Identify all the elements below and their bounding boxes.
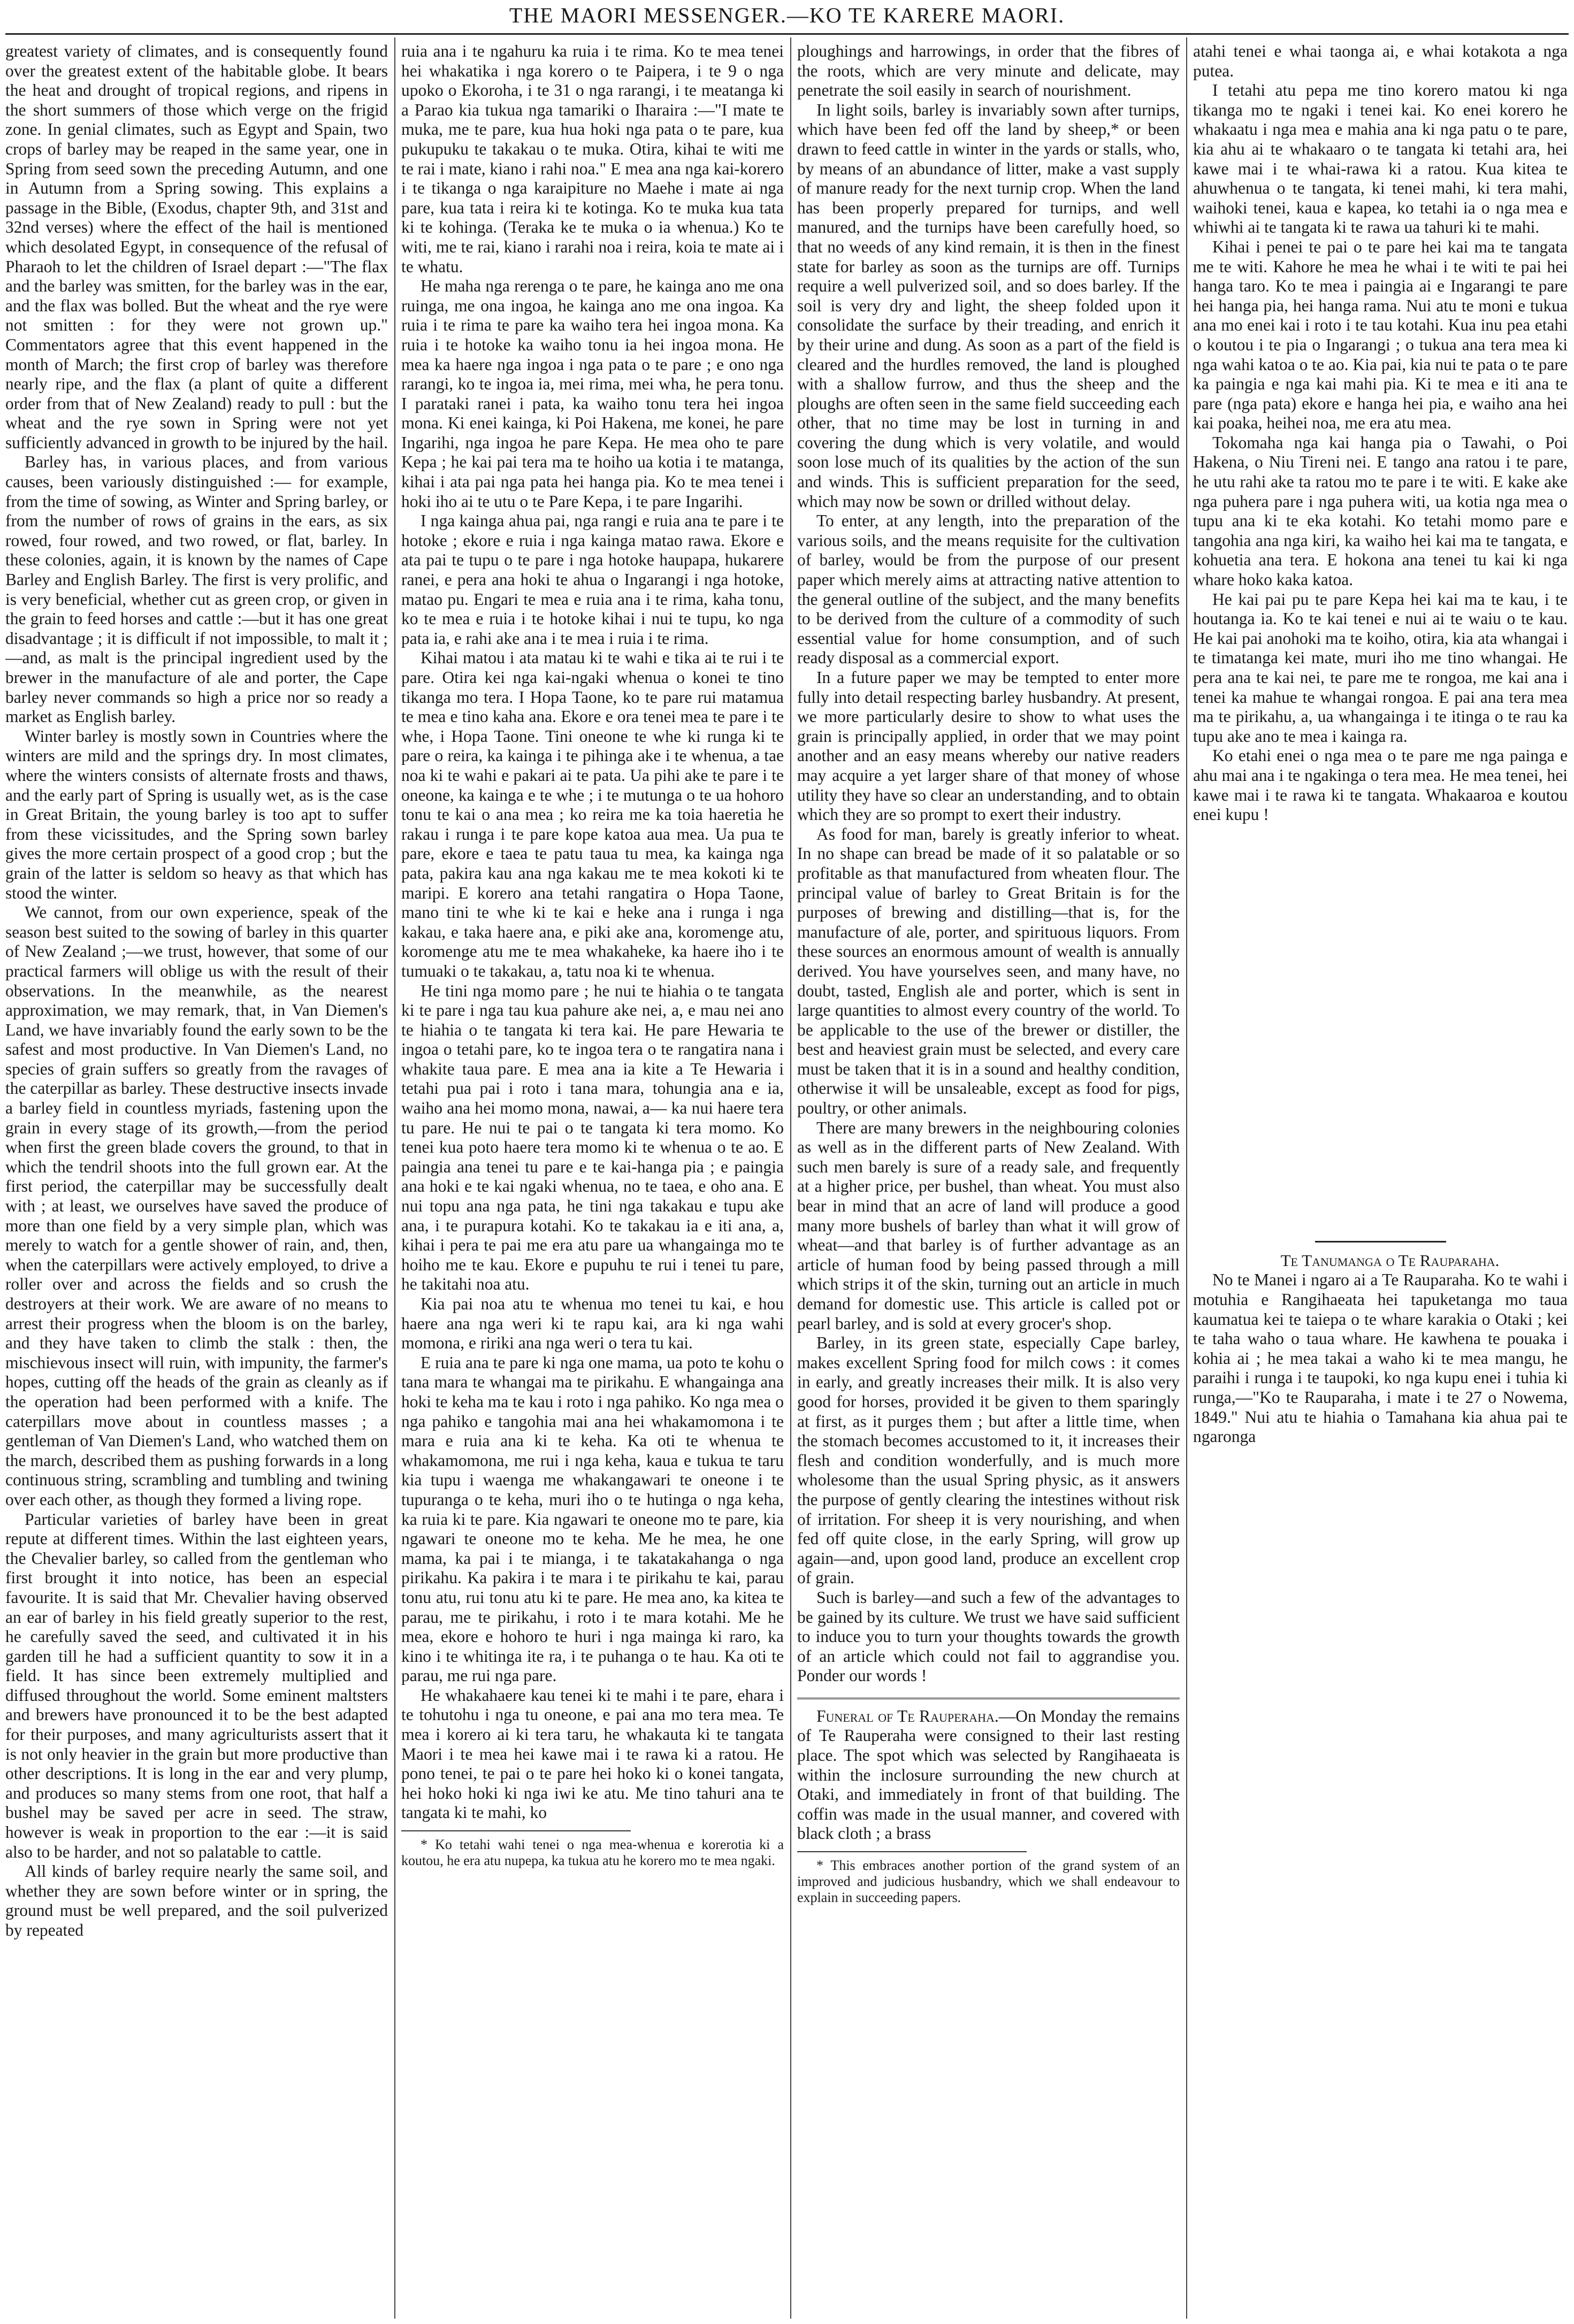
footnote-rule [401,1830,631,1831]
column-3-english [797,42,1180,2318]
funeral-text: —On Monday the remains of Te Rauperaha were consigned to their last resting place. The spot which was selected by Rangihaeata is within the inclosure surrounding the new church at Otaki, and immediately in front of that building. The coffin was made in the usual manner, and covered with black cloth ; a brass [797,1706,1180,1843]
paragraph: We cannot, from our own experience, speak of the season best suited to the sowing of barley in this quarter of New Zealand ;—we trust, however, that some of our practical farmers will oblige us with the result of their observations. In the meanwhile, as the nearest approximation, we may remark, that, in Van Diemen's Land, we have invariably found the early sown to be the safest and most productive. In Van Diemen's Land, no species of grain suffers so greatly from the ravages of the caterpillar as barley. These destructive insects invade a barley field in countless myriads, fastening upon the grain in every stage of its growth,—from the period when first the green blade covers the ground, to that in which the tendril shoots into the full grown ear. At the first period, the caterpillar may be successfully dealt with ; at least, we ourselves have saved the produce of more than one field by a very simple plan, which was merely to watch for a gentle shower of rain, and, then, when the caterpillars were actively employed, to drive a roller over and across the fields and so crush the destroyers at their work. We are aware of no means to arrest their progress when the bloom is on the barley, and they have taken to climb the stalk : then, the mischievous insect will ruin, with impunity, the farmer's hopes, cutting off the heads of the grain as cleanly as if the operation had been performed with a knife. The caterpillars move about in countless masses ; a gentleman of Van Diemen's Land, who watched them on the march, described them as pushing forwards in a long continuous string, scrambling and tumbling and twining over each other, as though they formed a living rope. [5,903,388,1509]
funeral-article [797,1707,1180,1844]
paragraph: Such is barley—and such a few of the advantages to be gained by its culture. We trust we have said sufficient to induce you to turn your thoughts towards the growth of an article which could not fail to aggrandise you. Ponder our words ! [797,1587,1180,1685]
paragraph: greatest variety of climates, and is consequently found over the greatest extent of the habitable globe. It bears the heat and drought of tropical regions, and ripens in the short summers of those which verge on the frigid zone. In genial climates, such as Egypt and Spain, two crops of barley may be reaped in the same year, one in Spring from seed sown the preceding Autumn, and one in Autumn from a Spring sowing. This explains a passage in the Bible, (Exodus, chapter 9th, and 31st and 32nd verses) where the effect of the hail is mentioned which desolated Egypt, in consequence of the refusal of Pharaoh to let the children of Israel depart :—"The flax and the barley was smitten, for the barley was in the ear, and the flax was bolled. But the wheat and the rye were not smitten : for they were not grown up." Commentators agree that this event happened in the month of March; the first crop of barley was therefore nearly ripe, and the flax (a plant of quite a different order from that of New Zealand) ready to pull : but the wheat and the rye sown in Spring were not yet sufficiently advanced in growth to be injured by the hail. [5,42,388,452]
footnote: * Ko tetahi wahi tenei o nga mea-whenua e korerotia ki a koutou, he era atu nupepa, ka tukua atu he korero mo te mea ngaki. [401,1837,784,1869]
column-1-english [5,42,388,2318]
paragraph: No te Manei i ngaro ai a Te Rauparaha. Ko te wahi i motuhia e Rangihaeata hei tapuketanga mo taua kaumatua kei te taiepa o te whare karakia o Otaki ; kei te taha waho o taua whare. He kawhena te pouaka i kohia ai ; he mea takai a waho ki te mea mangu, he paraihi i runga i te taupoki, ko nga kupu enei i tuhia ki runga,—"Ko te Rauparaha, i mate i te 27 o Nowema, 1849." Nui atu te hiahia o Tamahana kia ahua pai te ngaronga [1193,1270,1568,1446]
masthead: THE MAORI MESSENGER.—KO TE KARERE MAORI. [509,3,1065,27]
column-4-maori [1193,42,1568,2318]
paragraph: In a future paper we may be tempted to enter more fully into detail respecting barley husbandry. At present, we more particularly desire to show to what uses the grain is principally applied, in order that we may point another and an easy means whereby our native readers may acquire a yet larger share of that money of whose utility they have so clear an understanding, and to obtain which they are so prompt to exert their industry. [797,668,1180,824]
funeral-title: Funeral of Te Rauperaha. [816,1706,999,1725]
paragraph: Winter barley is mostly sown in Countries where the winters are mild and the springs dry. In most climates, where the winters consists of alternate frosts and thaws, and the early part of Spring is usually wet, as is the case in Great Britain, the young barley is too apt to suffer from these vicissitudes, and the Spring sown barley gives the more certain prospect of a good crop ; but the grain of the latter is seldom so heavy as that which has stood the winter. [5,726,388,902]
section-rule [1315,1241,1446,1242]
section-rule [797,1698,1180,1699]
column-rule [790,37,791,2319]
column-2-maori [401,42,784,2318]
paragraph: ploughings and harrowings, in order that the fibres of the roots, which are very minute and delicate, may penetrate the soil easily in search of nourishment. [797,42,1180,100]
paragraph: Kihai i penei te pai o te pare hei kai ma te tangata me te witi. Kahore he mea he whai i te witi te pai hei hanga taro. Ko te mea i paingia ai e Ingarangi te pare hei hanga pia, hei hanga rama. Nui atu te moni e tukua ana mo enei kai i roto i te tau kotahi. Kua inu pea etahi o koutou i te pia o Ingarangi ; o tukua ana tera mea ki nga wahi katoa o te ao. Kia pai, kia nui te pata o te pare ka paingia e nga kai mahi pia. Ki te mea e iti ana te pare (nga pata) ekore e hanga hei pia, e waiho ana hei kai poaka, heihei noa, me era atu mea. [1193,237,1568,433]
masthead-rule [5,33,1569,35]
paragraph: There are many brewers in the neighbouring colonies as well as in the different parts of New Zealand. With such men barely is sure of a ready sale, and frequently at a higher price, per bushel, than wheat. You must also bear in mind that an acre of land will produce a good many more bushels of barley than what it will grow of wheat—and that barley is of further advantage as an article of human food by being passed through a mill which strips it of the skin, turning out an article in much demand for domestic use. This article is called pot or pearl barley, and is sold at every grocer's shop. [797,1118,1180,1333]
paragraph: I tetahi atu pepa me tino korero matou ki nga tikanga mo te ngaki i tenei kai. Ko enei korero he whakaatu i nga mea e mahia ana ki nga patu o te pare, kia ahu ai te whakaaro o te tangata ki tetahi ara, hei kawe mai i te whai-rawa ki a ratou. Kua kitea te ahuwhenua o te tangata, ki tenei mahi, ki tera mahi, waihoki tenei, kaua e kapea, ko tetahi ia o nga mea e whiwhi ai te tangata ki te rawa ua tahuri ki te mahi. [1193,81,1568,237]
paragraph: Ko etahi enei o nga mea o te pare me nga painga e ahu mai ana i te ngakinga o tera mea. He mea tenei, hei kawe mai i te rawa ki te tangata. Whakaaroa e koutou enei kupu ! [1193,746,1568,824]
paragraph: Barley, in its green state, especially Cape barley, makes excellent Spring food for milch cows : it comes in early, and greatly increases their milk. It is also very good for horses, provided it be given to them sparingly at first, as it purges them ; but after a little time, when the stomach becomes accustomed to it, it increases their flesh and condition wonderfully, and is much more wholesome than the usual Spring physic, as it answers the purpose of gently clearing the intestines without risk of irritation. For sheep it is very nourishing, and when fed off quite close, in the early Spring, will grow up again—and, upon good land, produce an excellent crop of grain. [797,1333,1180,1587]
paragraph: ruia ana i te ngahuru ka ruia i te rima. Ko te mea tenei hei whakatika i nga korero o te Paipera, i te 9 o nga upoko o Ekoroha, i te 31 o nga rarangi, i te meatanga ki a Parao kia tukua nga tamariki o Iharaira :—"I mate te muka, me te pare, kua hua hoki nga pata o te pare, kua pukupuku te takakau o te muka. Otira, kihai te witi me te rai i mate, kiano i rahi noa." E mea ana nga kai-korero i te tikanga o nga karaipiture no Maehe i mate ai nga pare, kua tata i reira ki te kotinga. Ko te muka kua tata ki te kohinga. (Teraka ke te muka o ia whenua.) Ko te witi, me te rai, kiano i rarahi noa i reira, koia te mate ai i te whatu. [401,42,784,276]
paragraph: Barley has, in various places, and from various causes, been variously distinguished :— for example, from the time of sowing, as Winter and Spring barley, or from the number of rows of grains in the ears, as six rowed, four rowed, and two rowed, or flat, barley. In these colonies, again, it is known by the names of Cape Barley and English Barley. The first is very prolific, and is very beneficial, whether cut as green crop, or given in the grain to feed horses and cattle :—but it has one great disadvantage ; it is difficult if not impossible, to malt it ;—and, as malt is the principal ingredient used by the brewer in the manufacture of ale and porter, the Cape barley never commands so high a price nor so ready a market as English barley. [5,452,388,726]
paragraph: He maha nga rerenga o te pare, he kainga ano me ona ruinga, me ona ingoa, he kainga ano me ona ingoa. Ka ruia i te rima te pare ka waiho tera hei ingoa mona. Ka ruia i te hotoke ka waiho tonu ia hei ingoa mona. He mea ka haere nga ingoa i nga pata o te pare ; e ono nga rarangi, ko te ingoa ia, mei rima, mei wha, he pera tonu. I parataki ranei i pata, ka waiho tonu tera hei ingoa mona. Ki enei kainga, ki Poi Hakena, me konei, he pare Ingarihi, nga ingoa he pare Kepa. He mea oho te pare Kepa ; he kai pai tera ma te hoiho ua kotia i te matanga, kihai i ata pai nga pata hei hanga pia. Ko te mea tenei i hoki iho ai te utu o te Pare Kepa, i te pare Ingarihi. [401,277,784,511]
paragraph: Kia pai noa atu te whenua mo tenei tu kai, e hou haere ana nga weri ki te rapu kai, ara ki nga wahi momona, e ririki ana nga weri o tera tu kai. [401,1294,784,1353]
footnote-rule [797,1851,1027,1852]
footnote: * This embraces another portion of the grand system of an improved and judicious husbandry, which we shall endeavour to explain in succeeding papers. [797,1858,1180,1906]
paragraph: E ruia ana te pare ki nga one mama, ua poto te kohu o tana mara te whangai ma te pirikahu. E whangainga ana hoki te keha ma te kau i roto i nga pahiko. Ko nga mea o nga pahiko e tangohia mai ana hei whakamomona i te mara e ruia ana ki te keha. Ka oti te whenua te whakamomona, me rui i nga keha, kaua e tukua te taru kia tupu i waenga me whakangawari te oneone i te tupuranga o te keha, muri iho o te hutinga o nga keha, ka ruia ki te pare. Kia ngawari te oneone mo te pare, kia ngawari te oneone mo te keha. Me he mea, he one mama, ka pai i te mianga, i te takatakahanga o nga pirikahu. Ka pakira i te mara i te pirikahu te kai, parau tonu atu, rui tonu atu ki te pare. He mea ano, ka kitea te parau, me te pirikahu, i roto i te mara kotahi. Me he mea, ekore e hohoro te huri i nga mainga ki raro, ka kino i te whitinga ite ra, i te puhanga o te hau. Ka oti te parau, me rui nga pare. [401,1353,784,1685]
paragraph: I nga kainga ahua pai, nga rangi e ruia ana te pare i te hotoke ; ekore e ruia i nga kainga matao rawa. Ekore e ata pai te tupu o te pare i nga hotoke haupapa, hukarere ranei, e pera ana hoki te ahua o Ingarangi i nga hotoke, matao pu. Engari te mea e ruia ana i te rima, kaha tonu, ko te mea e ruia i te hotoke kihai i nui te tupu, ko nga pata ia, e rahi ake ana i te mea i ruia i te rima. [401,511,784,648]
paragraph: To enter, at any length, into the preparation of the various soils, and the means requisite for the cultivation of barley, would be from the purpose of our present paper which merely aims at attracting native attention to the general outline of the subject, and the many benefits to be derived from the culture of a commodity of such essential value for home consumption, and of such ready disposal as a commercial export. [797,511,1180,668]
column-rule [394,37,395,2319]
paragraph: As food for man, barely is greatly inferior to wheat. In no shape can bread be made of it so palatable or so profitable as that manufactured from wheaten flour. The principal value of barley to Great Britain is for the purposes of brewing and distilling—that is, for the manufacture of ale, porter, and spirituous liquors. From these sources an enormous amount of wealth is annually derived. You have yourselves seen, and many have, no doubt, tasted, English ale and porter, which is sent in large quantities to almost every country of the world. To be applicable to the use of the brewer or distiller, the best and heaviest grain must be selected, and every care must be taken that it is in a sound and healthy condition, otherwise it will be unsaleable, except as food for pigs, poultry, or other animals. [797,824,1180,1118]
paragraph: Particular varieties of barley have been in great repute at different times. Within the last eighteen years, the Chevalier barley, so called from the gentleman who first brought it into notice, has been an especial favourite. It is said that Mr. Chevalier having observed an ear of barley in his field greatly superior to the rest, he carefully saved the seed, and cultivated it in his garden till he had a sufficient quantity to sow it in a field. It has since been extremely multiplied and diffused throughout the world. Some eminent maltsters and brewers have pronounced it to be the best adapted for their purposes, and many agriculturists assert that it is not only heavier in the grain but more productive than other descriptions. It is long in the ear and very plump, and produces so many stems from one root, that half a bushel may be saved per acre in seed. The straw, however is weak in proportion to the ear :—it is said also to be harder, and not so palatable to cattle. [5,1509,388,1861]
paragraph: In light soils, barley is invariably sown after turnips, which have been fed off the land by sheep,* or been drawn to feed cattle in winter in the yards or stalls, who, by means of an abundance of litter, make a vast supply of manure ready for the next turnip crop. When the land has been properly prepared for turnips, and well manured, and the turnips have been carefully hoed, so that no weeds of any kind remain, it is then in the finest state for barley as soon as the turnips are off. Turnips require a well pulverized soil, and so does barley. If the soil is very dry and light, the sheep folded upon it consolidate the surface by their treading, and enrich it by their urine and dung. As soon as a part of the field is cleared and the hurdles removed, the land is ploughed with a shallow furrow, and thus the sheep and the ploughs are often seen in the same field succeeding each other, that no time may be lost in turning in and covering the dung which is very volatile, and would soon lose much of its qualities by the action of the sun and winds. This is sufficient preparation for the seed, which may now be sown or drilled without delay. [797,100,1180,511]
paragraph: He whakahaere kau tenei ki te mahi i te pare, ehara i te tohutohu i nga tu oneone, e pai ana mo tera mea. Te mea i korero ai ki tera taru, he whakauta ki te tangata Maori i te mea hei kawe mai i te rawa ki a ratou. He pono tenei, te pai o te pare hei hoko ki o konei tangata, hei hoko hoki ki nga iwi ke atu. Me tino tahuri ana te tangata ki te mahi, ko [401,1685,784,1822]
paragraph: All kinds of barley require nearly the same soil, and whether they are sown before winter or in spring, the ground must be well prepared, and the soil pulverized by repeated [5,1862,388,1939]
paragraph: Tokomaha nga kai hanga pia o Tawahi, o Poi Hakena, o Niu Tireni nei. E tango ana ratou i te pare, he utu rahi ake ta ratou mo te pare i te witi. E kake ake nga puhera pare i nga puhera witi, ua kotia nga mea o tupu ana ki te eka kotahi. Ko tetahi momo pare e tangohia ana nga kiri, ka waiho hei kai ma te tangata, e kohuetia ana tera. E hokona ana tenei tu kai ki nga whare hoko kaka katoa. [1193,433,1568,589]
paragraph: Kihai matou i ata matau ki te wahi e tika ai te rui i te pare. Otira kei nga kai-ngaki whenua o konei te tino tikanga mo tera. I Hopa Taone, ko te pare rui matamua te mea e tino kaha ana. Ekore e ora tenei mea te pare i te whe, i Hopa Taone. Tini oneone te whe ki runga ki te pare o reira, ka kainga i te pihinga ake i te whenua, a tae noa ki te wahi e pakari ai te pata. Ua pihi ake te pare i te oneone, ka kainga e te whe ; i te mutunga o te ua hohoro tonu te kai o ana mea ; ko reira me ka toia haeretia he rakau i runga i te pare kope katoa aua mea. Ua pua te pare, ekore e taea te patu taua tu mea, ka kainga nga pata, pakira kau ana nga kakau me te mea kokoti ki te maripi. E korero ana tetahi rangatira o Hopa Taone, mano tini te whe ki te kai e heke ana i runga i nga kakau, e taka haere ana, e piki ake ana, koromenge atu, koromenge atu me te mea whakaheke, ka haere iho i te tumuaki o te takakau, a, tatu noa ki te whenua. [401,648,784,980]
paragraph: He tini nga momo pare ; he nui te hiahia o te tangata ki te pare i nga tau kua pahure ake nei, a, e mau nei ano te hiahia o te tangata ki tera kai. He pare Hewaria te ingoa o tetahi pare, ko te ingoa tera o te rangatira nana i whakite taua pare. E mea ana ia kite a Te Hewaria i tetahi pua pai i roto i tana mara, tohungia ana e ia, waiho ana hei momo mona, nawai, a— ka nui haere tera tu pare. He nui te pai o te tangata ki tera momo. Ko tenei kua poto haere tera momo ki te whenua o te ao. E paingia ana tenei tu pare e te kai-hanga pia ; e paingia ana hoki e te kai ngaki whenua, no te taea, e oho ana. E nui topu ana nga pata, he tini nga takakau e tupu ake ana, i te purapura kotahi. Ko te takakau ia e iti ana, a, kihai i pera te pai me era atu pare ua whangainga mo te hoiho me te kau. Ekore e pupuhu te rui i tenei tu pare, he takitahi noa atu. [401,981,784,1294]
section-heading: Te Tanumanga o Te Rauparaha. [1280,1251,1500,1270]
blank-space [1193,825,1568,1231]
paragraph: He kai pai pu te pare Kepa hei kai ma te kau, i te houtanga ia. Ko te kai tenei e nui ai te waiu o te kau. He kai pai anohoki ma te koiho, otira, kia ata whangai i te timatanga kei mate, muri iho me tino whangai. He pera ana te kai nei, te pare me te rongoa, me kai ana i tenei ka mahue te whangai rongoa. E pai ana tera mea ma te pirikahu, a, ua whangainga i te itinga o te rau ka tupu ake ano te mea i kainga ra. [1193,589,1568,746]
paragraph: atahi tenei e whai taonga ai, e whai kotakota a nga putea. [1193,42,1568,80]
column-rule [1186,37,1187,2319]
